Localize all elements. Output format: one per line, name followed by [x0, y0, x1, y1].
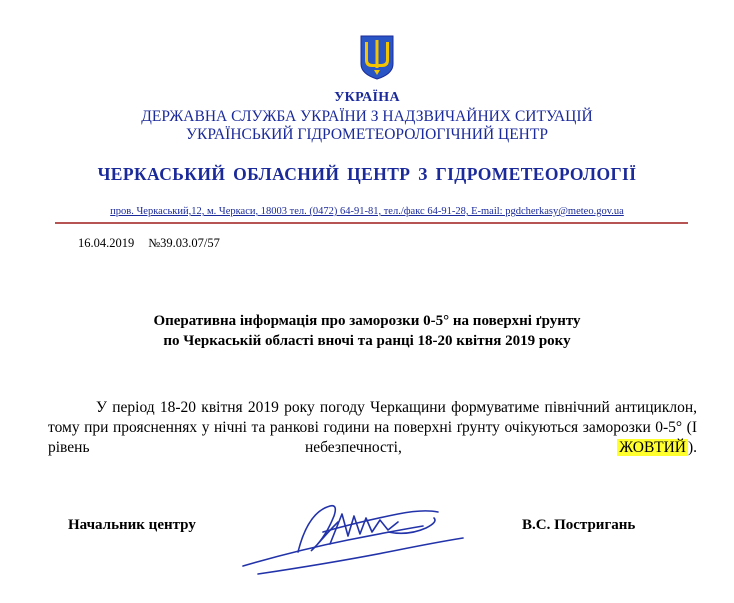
header-divider [55, 222, 688, 224]
heading-line-1: Оперативна інформація про заморозки 0-5° на поверхні ґрунту [153, 313, 581, 329]
center-name: УКРАЇНСЬКИЙ ГІДРОМЕТЕОРОЛОГІЧНИЙ ЦЕНТР [186, 126, 548, 143]
regional-center-name: ЧЕРКАСЬКИЙ ОБЛАСНИЙ ЦЕНТР З ГІДРОМЕТЕОРОЛОГІЇ [97, 164, 637, 184]
signer-name: В.С. Постригань [522, 517, 636, 533]
body-paragraph [48, 398, 697, 458]
document-heading [0, 311, 734, 351]
service-name: ДЕРЖАВНА СЛУЖБА УКРАЇНИ З НАДЗВИЧАЙНИХ СИТУАЦІЙ [141, 108, 593, 125]
danger-level-highlight: ЖОВТИЙ [619, 439, 686, 456]
country-name: УКРАЇНА [334, 90, 400, 105]
handwritten-signature [238, 492, 470, 578]
heading-line-2: по Черкаській області вночі та ранці 18-20 квітня 2019 року [163, 333, 571, 349]
document-reference [78, 236, 220, 251]
address-line: пров. Черкаський,12, м. Черкаси, 18003 тел. (0472) 64-91-81, тел./факс 64-91-28, E-mail: pgdcherkasy@meteo.gov.ua [110, 206, 624, 217]
document-date: 16.04.2019 [78, 236, 135, 250]
body-text-main: У період 18-20 квітня 2019 року погоду Черкащини формуватиме північний антициклон, тому при проясненнях у нічні та ранкові години на поверхні ґрунту очікуються заморозки 0-5° (І рівень небезпечності, [48, 399, 697, 456]
signer-title: Начальник центру [68, 517, 196, 533]
document-number: №39.03.07/57 [148, 236, 220, 250]
trident-emblem-icon [359, 34, 395, 80]
body-text-end: ). [687, 439, 697, 456]
